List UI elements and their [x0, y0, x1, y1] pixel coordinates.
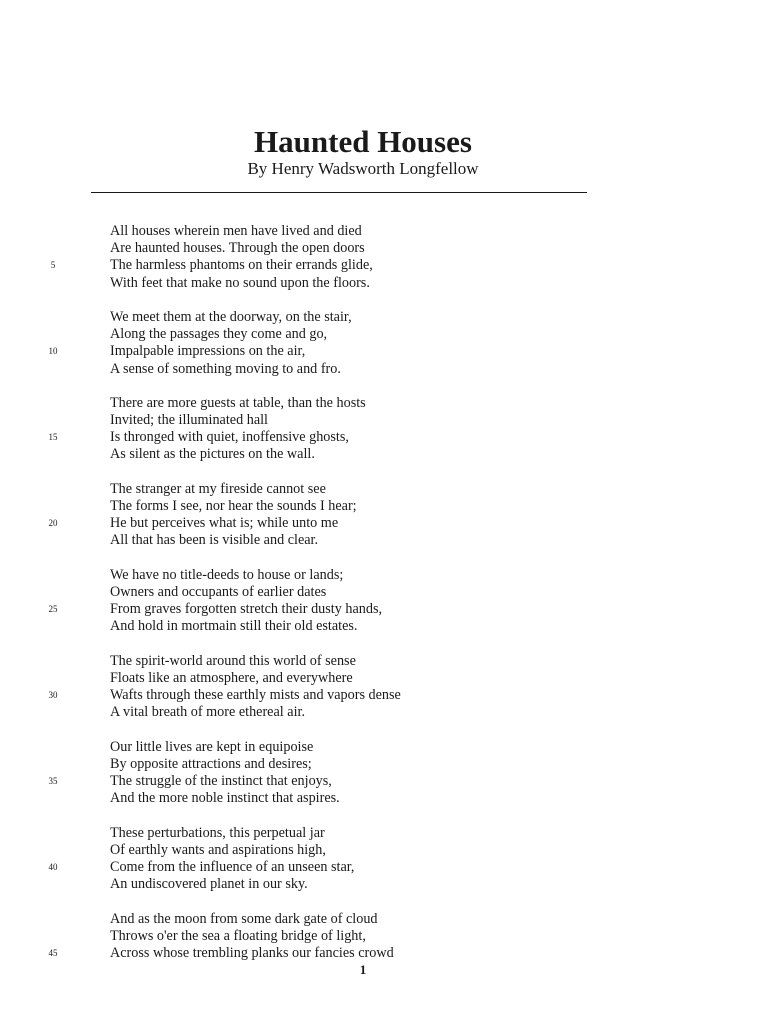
poem-line: [0, 361, 768, 378]
line-text: Invited; the illuminated hall: [110, 412, 268, 429]
line-text: By opposite attractions and desires;: [110, 755, 312, 772]
line-text: We have no title-deeds to house or lands;: [110, 566, 344, 583]
poem-line: [0, 842, 768, 859]
poem-line: [0, 670, 768, 687]
line-text: Floats like an atmosphere, and everywhere: [110, 669, 353, 686]
line-text: Across whose trembling planks our fancies crowd: [110, 944, 394, 961]
line-text: The harmless phantoms on their errands glide,: [110, 257, 373, 274]
line-text: Impalpable impressions on the air,: [110, 343, 306, 360]
line-text: Is thronged with quiet, inoffensive ghosts,: [110, 429, 349, 446]
line-text: All houses wherein men have lived and died: [110, 223, 362, 239]
poem-line: [0, 773, 768, 790]
line-text: He but perceives what is; while unto me: [110, 515, 339, 532]
line-text: Throws o'er the sea a floating bridge of light,: [110, 927, 366, 944]
line-text: Owners and occupants of earlier dates: [110, 583, 327, 600]
line-text: The spirit-world around this world of sense: [110, 652, 356, 669]
line-text: The struggle of the instinct that enjoys,: [110, 773, 332, 789]
poem-byline: By Henry Wadsworth Longfellow: [247, 159, 479, 178]
line-text: Along the passages they come and go,: [110, 326, 328, 343]
line-text: A vital breath of more ethereal air.: [110, 704, 305, 721]
poem-line: [0, 240, 768, 257]
stanza: [0, 481, 768, 550]
poem-line: [0, 275, 768, 292]
line-text: Our little lives are kept in equipoise: [110, 738, 314, 755]
line-text: An undiscovered planet in our sky.: [110, 876, 308, 893]
poem-line: [0, 429, 768, 446]
poem-line: [0, 704, 768, 721]
poem-line: [0, 498, 768, 515]
poem-line: [0, 876, 768, 893]
title-divider: [91, 192, 587, 193]
line-number: 40: [48, 861, 58, 872]
line-text: There are more guests at table, than the hosts: [110, 394, 366, 411]
line-text: These perturbations, this perpetual jar: [110, 824, 325, 841]
line-number: 35: [48, 776, 58, 786]
poem-line: [0, 825, 768, 842]
line-text: Come from the influence of an unseen star,: [110, 858, 355, 875]
page-number: 1: [359, 962, 367, 977]
poem-line: [0, 343, 768, 360]
poem-line: [0, 790, 768, 807]
stanza: [0, 911, 768, 963]
stanza: [0, 653, 768, 722]
poem-line: [0, 601, 768, 618]
line-text: From graves forgotten stretch their dusty hands,: [110, 601, 383, 618]
line-number: 30: [48, 690, 58, 701]
line-number: 10: [48, 346, 58, 357]
poem-line: [0, 945, 768, 962]
poem-line: [0, 223, 768, 240]
poem-line: [0, 412, 768, 429]
line-text: All that has been is visible and clear.: [110, 532, 319, 549]
poem-line: [0, 515, 768, 532]
stanza: [0, 739, 768, 808]
stanza: [0, 825, 768, 894]
line-number: 5: [50, 260, 56, 271]
poem-line: [0, 584, 768, 601]
poem-line: [0, 257, 768, 274]
line-text: Are haunted houses. Through the open doors: [110, 240, 365, 257]
stanza: [0, 567, 768, 636]
poem-line: [0, 653, 768, 670]
stanza: [0, 223, 768, 292]
poem-line: [0, 911, 768, 928]
poem-line: [0, 756, 768, 773]
poem-line: [0, 532, 768, 549]
line-text: A sense of something moving to and fro.: [110, 360, 341, 377]
line-text: And as the moon from some dark gate of cloud: [110, 910, 378, 927]
stanza: [0, 309, 768, 378]
poem-line: [0, 567, 768, 584]
poem-line: [0, 326, 768, 343]
poem-line: [0, 739, 768, 756]
poem-title: Haunted Houses: [254, 124, 472, 159]
line-text: As silent as the pictures on the wall.: [110, 446, 315, 463]
poem-line: [0, 859, 768, 876]
stanza: [0, 395, 768, 464]
poem-line: [0, 687, 768, 704]
line-text: The forms I see, nor hear the sounds I hear;: [110, 498, 357, 514]
line-text: The stranger at my fireside cannot see: [110, 480, 326, 497]
line-text: We meet them at the doorway, on the stair,: [110, 308, 352, 325]
poem-line: [0, 395, 768, 412]
poem-line: [0, 618, 768, 635]
poem-body: [0, 223, 768, 979]
poem-line: [0, 481, 768, 498]
line-text: And hold in mortmain still their old estates.: [110, 618, 358, 635]
line-number: 20: [48, 518, 58, 529]
line-number: 15: [48, 432, 58, 443]
line-number: 25: [48, 604, 58, 615]
line-text: And the more noble instinct that aspires.: [110, 790, 340, 807]
line-text: Wafts through these earthly mists and vapors dense: [110, 687, 401, 704]
line-number: 45: [48, 947, 58, 958]
line-text: Of earthly wants and aspirations high,: [110, 841, 326, 858]
poem-line: [0, 309, 768, 326]
poem-line: [0, 928, 768, 945]
poem-line: [0, 446, 768, 463]
line-text: With feet that make no sound upon the floors.: [110, 274, 370, 291]
